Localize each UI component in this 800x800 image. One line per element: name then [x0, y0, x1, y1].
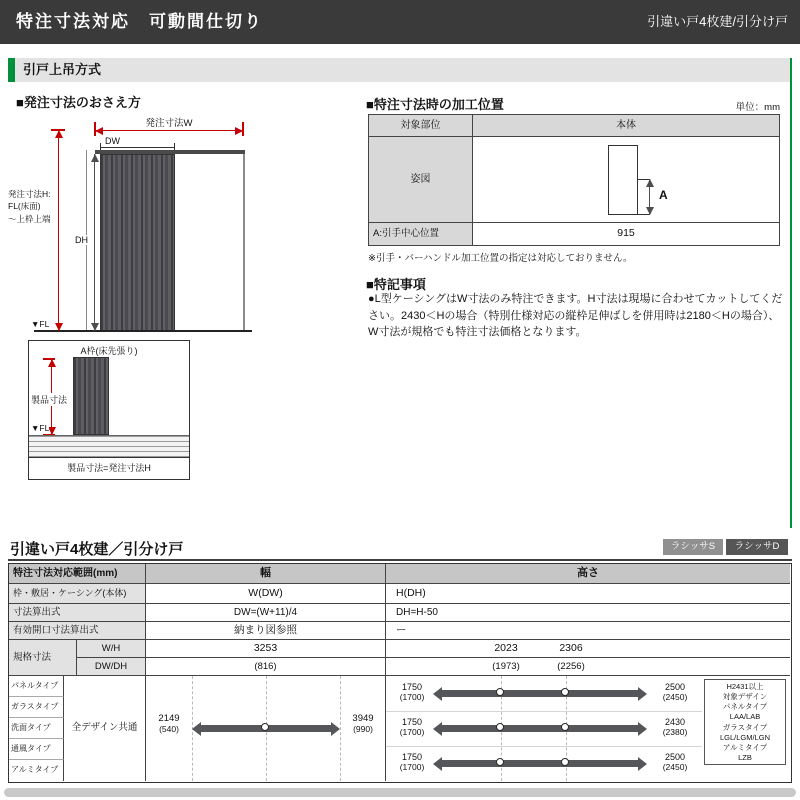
page-subtitle: 引違い戸4枚建/引分け戸 — [647, 14, 788, 29]
section-header — [8, 58, 790, 82]
std-height-2: 2306 — [559, 642, 583, 654]
range-dot — [496, 758, 504, 766]
standard-width-value: 3253 — [146, 640, 386, 658]
height-max-block — [652, 717, 698, 737]
arrowhead-up-icon — [48, 359, 56, 367]
section-header-label: 引戸上吊方式 — [23, 62, 102, 77]
page-title: 特注寸法対応 可動間仕切り — [16, 12, 263, 31]
machining-heading: ■特注寸法時の加工位置 — [366, 97, 504, 112]
arrowhead-down-icon — [55, 323, 63, 331]
row-frame-width: W(DW) — [146, 584, 386, 604]
design-note-line: 対象デザイン — [722, 692, 768, 702]
type-label-glass: ガラスタイプ — [9, 697, 64, 718]
dw-label: DW — [105, 136, 120, 146]
row-opening-width: 納まり図参照 — [146, 622, 386, 640]
width-range-bar — [201, 725, 331, 732]
type-label-panel: パネルタイプ — [9, 676, 64, 697]
standard-dwdh-label: DW/DH — [77, 658, 146, 676]
door-panel-illustration — [73, 357, 109, 435]
remarks-heading: ■特記事項 — [366, 277, 426, 292]
height-min-block — [390, 717, 434, 737]
all-designs-label: 全デザイン共通 — [64, 676, 146, 781]
top-header-bar — [0, 0, 800, 44]
design-note-line: LGL/LGM/LGN — [719, 732, 771, 742]
product-dimension-diagram — [28, 340, 190, 480]
right-wall-line — [243, 154, 245, 331]
height-min-sub: (1700) — [399, 692, 425, 702]
range-dot — [261, 723, 269, 731]
range-dot — [561, 723, 569, 731]
row-formula-label: 寸法算出式 — [9, 604, 146, 622]
height-max-value: 2500 — [664, 682, 686, 692]
width-max-value: 3949 — [352, 713, 374, 724]
standard-label: 規格寸法 — [9, 640, 77, 676]
height-max-sub: (2450) — [662, 762, 688, 772]
section-hanging-method — [8, 58, 792, 528]
row-separator — [386, 746, 702, 747]
type-label-aluminum: アルミタイプ — [9, 760, 64, 781]
type-label-washroom: 洗面タイプ — [9, 718, 64, 739]
order-height-label — [8, 188, 54, 225]
dim-a-label: A — [659, 188, 668, 202]
badge-lasissa-s: ラシッサS — [663, 539, 723, 555]
unit-label: 単位：mm — [735, 102, 780, 113]
row-figure-label: 姿図 — [369, 137, 473, 223]
dh-dimension-arrow — [90, 154, 99, 331]
col-body: 本体 — [473, 115, 779, 137]
height-max-block — [652, 682, 698, 702]
design-note-line: ガラスタイプ — [722, 722, 768, 732]
arrowhead-up-icon — [646, 179, 654, 187]
handle-center-value: 915 — [617, 227, 635, 239]
range-header: 特注寸法対応範囲(mm) — [9, 564, 146, 584]
arrowhead-right-icon — [235, 127, 243, 135]
width-max-block — [342, 713, 384, 734]
height-range-bar — [442, 760, 638, 767]
horizontal-scrollbar[interactable] — [4, 788, 796, 797]
order-width-label: 発注寸法W — [145, 118, 193, 129]
guide-line — [340, 676, 341, 781]
dw-dimension-line — [100, 147, 175, 148]
order-height-line2: FL(床面) — [8, 201, 41, 212]
height-max-value: 2430 — [664, 717, 686, 727]
height-max-sub: (2380) — [662, 727, 688, 737]
height-min-block — [390, 682, 434, 702]
height-range-diagram — [386, 676, 790, 781]
order-dimension-diagram — [8, 114, 354, 338]
dimension-line — [58, 130, 60, 331]
design-note-line: アルミタイプ — [722, 742, 768, 752]
range-dot — [496, 723, 504, 731]
order-height-line1: 発注寸法H: — [8, 189, 51, 199]
width-min-value: 2149 — [158, 713, 180, 724]
type-label-ventilation: 通風タイプ — [9, 739, 64, 760]
row-opening-label: 有効開口寸法算出式 — [9, 622, 146, 640]
door-panel-illustration — [100, 154, 175, 331]
dimension-line — [95, 130, 243, 132]
width-max-sub: (990) — [353, 724, 373, 734]
width-min-sub: (540) — [159, 724, 179, 734]
height-min-sub: (1700) — [399, 727, 425, 737]
design-note-line: パネルタイプ — [722, 702, 768, 712]
row-formula-width: DW=(W+11)/4 — [146, 604, 386, 622]
design-note-box — [704, 679, 786, 765]
standard-height-row — [386, 640, 790, 658]
height-max-value: 2500 — [664, 752, 686, 762]
height-min-sub: (1700) — [399, 762, 425, 772]
row-frame-height: H(DH) — [386, 584, 790, 604]
range-dot — [496, 688, 504, 696]
height-range-bar — [442, 690, 638, 697]
width-min-block — [148, 713, 190, 734]
design-note-line: LZB — [738, 752, 752, 762]
height-min-value: 1750 — [401, 752, 423, 762]
height-range-bar — [442, 725, 638, 732]
design-note-line: H2431以上 — [726, 682, 764, 691]
row-opening-height: ー — [386, 622, 790, 640]
height-max-block — [652, 752, 698, 772]
a-dimension-arrow — [645, 179, 654, 215]
std-height-1-sub: (1973) — [492, 661, 520, 672]
section-divider — [8, 559, 792, 561]
width-dimension-arrow — [95, 126, 243, 135]
fl-marker: ▼FL — [31, 319, 50, 329]
height-max-sub: (2450) — [662, 692, 688, 702]
row-formula-height: DH=H-50 — [386, 604, 790, 622]
std-height-2-sub: (2256) — [557, 661, 585, 672]
standard-width-sub: (816) — [146, 658, 386, 676]
fl-marker: ▼FL — [31, 423, 50, 433]
range-dot — [561, 758, 569, 766]
arrowhead-up-icon — [91, 154, 99, 162]
height-min-value: 1750 — [401, 682, 423, 692]
width-header: 幅 — [146, 564, 386, 584]
product-dimension-formula: 製品寸法=発注寸法H — [29, 457, 189, 479]
height-dimension-arrow — [54, 130, 63, 331]
figure-cell — [473, 137, 779, 223]
std-height-1: 2023 — [494, 642, 518, 654]
height-header: 高さ — [386, 564, 790, 584]
design-note-line: LAA/LAB — [729, 712, 761, 722]
product-dimension-label: 製品寸法 — [31, 395, 68, 405]
a-frame-label: A枠(床先張り) — [80, 346, 138, 356]
arrowhead-down-icon — [646, 207, 654, 215]
floor-line — [34, 330, 252, 332]
dh-label: DH — [75, 235, 88, 245]
height-min-block — [390, 752, 434, 772]
row-separator — [386, 711, 702, 712]
handle-center-label: A:引手中心位置 — [369, 223, 473, 245]
arrowhead-up-icon — [55, 130, 63, 138]
section-title-4panel: 引違い戸4枚建／引分け戸 — [10, 541, 184, 558]
order-height-line3: 〜上枠上端 — [8, 213, 51, 224]
door-figure — [608, 145, 638, 215]
height-min-value: 1750 — [401, 717, 423, 727]
standard-wh-label: W/H — [77, 640, 146, 658]
floor-hatch — [29, 435, 189, 457]
remarks-text: ●L型ケーシングはW寸法のみ特注できます。H寸法は現場に合わせてカットしてください。2430＜Hの場合（特別仕様対応の縦枠足伸ばしを併用時は2180＜Hの場合）、W寸法が規格でも特注寸法価格となります。 — [368, 293, 783, 338]
standard-height-sub-row — [386, 658, 790, 676]
col-target-part: 対象部位 — [369, 115, 473, 137]
badge-lasissa-d: ラシッサD — [726, 539, 788, 555]
width-range-diagram — [146, 676, 386, 781]
machining-note: ※引手・バーハンドル加工位置の指定は対応しておりません。 — [368, 253, 633, 264]
arrowhead-down-icon — [91, 323, 99, 331]
machining-table — [368, 114, 780, 246]
row-frame-label: 枠・敷居・ケーシング(本体) — [9, 584, 146, 604]
spec-table — [8, 563, 792, 783]
arrowhead-left-icon — [95, 127, 103, 135]
dimension-line — [94, 154, 95, 331]
order-dim-heading: ■発注寸法のおさえ方 — [16, 95, 141, 110]
range-dot — [561, 688, 569, 696]
